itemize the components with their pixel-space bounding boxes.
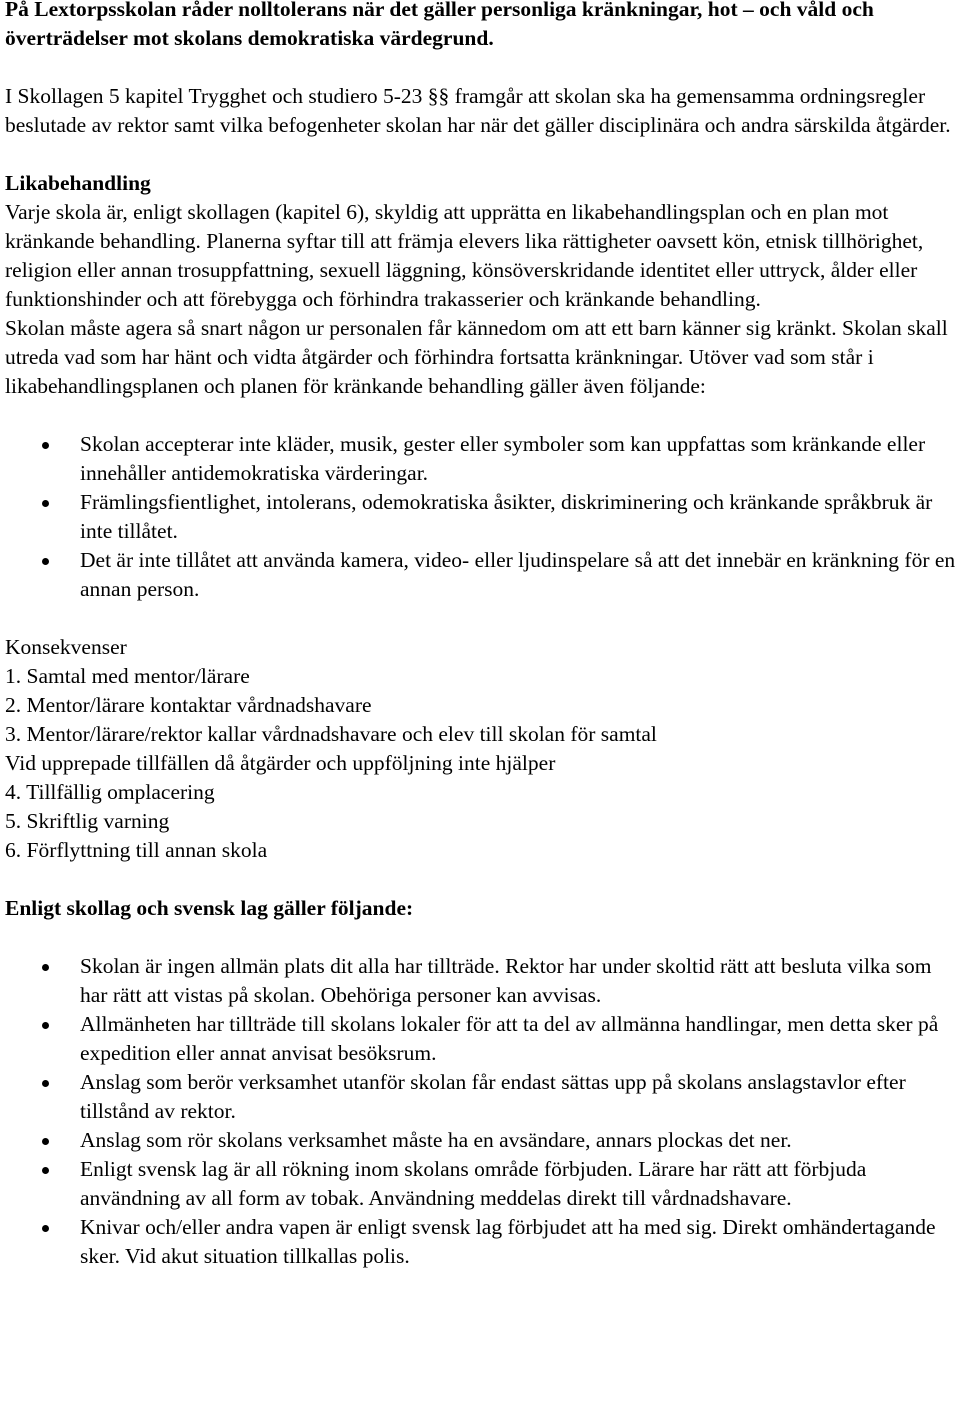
list-item-text: Allmänheten har tillträde till skolans lokaler för att ta del av allmänna handlingar, men detta sker på expedition eller annat anvisat besöksrum. — [80, 1012, 939, 1065]
konsekvenser-heading: Konsekvenser — [5, 635, 127, 659]
list-item-text: Anslag som berör verksamhet utanför skolan får endast sättas upp på skolans anslagstavlor efter tillstånd av rektor. — [80, 1070, 906, 1123]
bullet-icon — [42, 964, 49, 971]
konsekvens-line: 2. Mentor/lärare kontaktar vårdnadshavare — [5, 693, 372, 717]
list-item-text: Knivar och/eller andra vapen är enligt svensk lag förbjudet att ha med sig. Direkt omhändertagande sker. Vid akut situation tillkallas polis. — [80, 1215, 936, 1268]
spacer — [5, 401, 960, 430]
list-item-text: Skolan accepterar inte kläder, musik, gester eller symboler som kan uppfattas som kränkande eller innehåller antidemokratiska värderingar. — [80, 432, 926, 485]
bullet-icon — [42, 1138, 49, 1145]
bullet-icon — [42, 442, 49, 449]
bullet-icon — [42, 1167, 49, 1174]
list-item — [5, 1068, 960, 1126]
bullet-icon — [42, 558, 49, 565]
likabehandling-bullet-list — [5, 430, 960, 604]
list-item — [5, 488, 960, 546]
list-item-text: Anslag som rör skolans verksamhet måste ha en avsändare, annars plockas det ner. — [80, 1128, 792, 1152]
list-item — [5, 1213, 960, 1271]
likabehandling-paragraph-2: Skolan måste agera så snart någon ur personalen får kännedom om att ett barn känner sig kränkt. Skolan skall utreda vad som har hänt och vidta åtgärder och förhindra fortsatta kränkningar. Utöver vad som står i likabehandlingsplanen och planen för kränkande behandling gäller även följande: — [5, 316, 948, 398]
konsekvens-line: 4. Tillfällig omplacering — [5, 780, 215, 804]
list-item — [5, 546, 960, 604]
list-item-text: Skolan är ingen allmän plats dit alla har tillträde. Rektor har under skoltid rätt att besluta vilka som har rätt att vistas på skolan. Obehöriga personer kan avvisas. — [80, 954, 932, 1007]
spacer — [5, 53, 960, 82]
likabehandling-heading: Likabehandling — [5, 171, 151, 195]
bullet-icon — [42, 1022, 49, 1029]
list-item-text: Det är inte tillåtet att använda kamera, video- eller ljudinspelare så att det innebär en kränkning för en annan person. — [80, 548, 956, 601]
list-item — [5, 1155, 960, 1213]
konsekvens-line: 6. Förflyttning till annan skola — [5, 838, 268, 862]
skollag-bullet-list — [5, 952, 960, 1271]
list-item — [5, 1126, 960, 1155]
likabehandling-paragraph-1: Varje skola är, enligt skollagen (kapitel 6), skyldig att upprätta en likabehandlingsplan och en plan mot kränkande behandling. Planerna syftar till att främja elevers lika rättigheter oavsett kön, etnisk tillhörighet, religion eller annan trosuppfattning, sexuell läggning, könsöverskridande identitet eller uttryck, ålder eller funktionshinder och att förebygga och förhindra trakasserier och kränkande behandling. — [5, 200, 924, 311]
spacer — [5, 865, 960, 894]
konsekvens-line: 5. Skriftlig varning — [5, 809, 170, 833]
skollagen-paragraph: I Skollagen 5 kapitel Trygghet och studiero 5-23 §§ framgår att skolan ska ha gemensamma ordningsregler beslutade av rektor samt vilka befogenheter skolan har när det gäller disciplinära och andra särskilda åtgärder. — [5, 84, 951, 137]
list-item — [5, 430, 960, 488]
bullet-icon — [42, 500, 49, 507]
bullet-icon — [42, 1225, 49, 1232]
spacer — [5, 140, 960, 169]
bullet-icon — [42, 1080, 49, 1087]
list-item-text: Enligt svensk lag är all rökning inom skolans område förbjuden. Lärare har rätt att förbjuda användning av all form av tobak. Användning meddelas direkt till vårdnadshavare. — [80, 1157, 867, 1210]
list-item — [5, 952, 960, 1010]
list-item — [5, 1010, 960, 1068]
konsekvens-line: 3. Mentor/lärare/rektor kallar vårdnadshavare och elev till skolan för samtal — [5, 722, 657, 746]
spacer — [5, 923, 960, 952]
spacer — [5, 604, 960, 633]
konsekvens-line: Vid upprepade tillfällen då åtgärder och uppföljning inte hjälper — [5, 751, 556, 775]
skollag-heading: Enligt skollag och svensk lag gäller följande: — [5, 896, 414, 920]
konsekvens-line: 1. Samtal med mentor/lärare — [5, 664, 250, 688]
list-item-text: Främlingsfientlighet, intolerans, odemokratiska åsikter, diskriminering och kränkande språkbruk är inte tillåtet. — [80, 490, 933, 543]
intro-statement: På Lextorpsskolan råder nolltolerans när det gäller personliga kränkningar, hot – och våld och överträdelser mot skolans demokratiska värdegrund. — [5, 0, 874, 50]
